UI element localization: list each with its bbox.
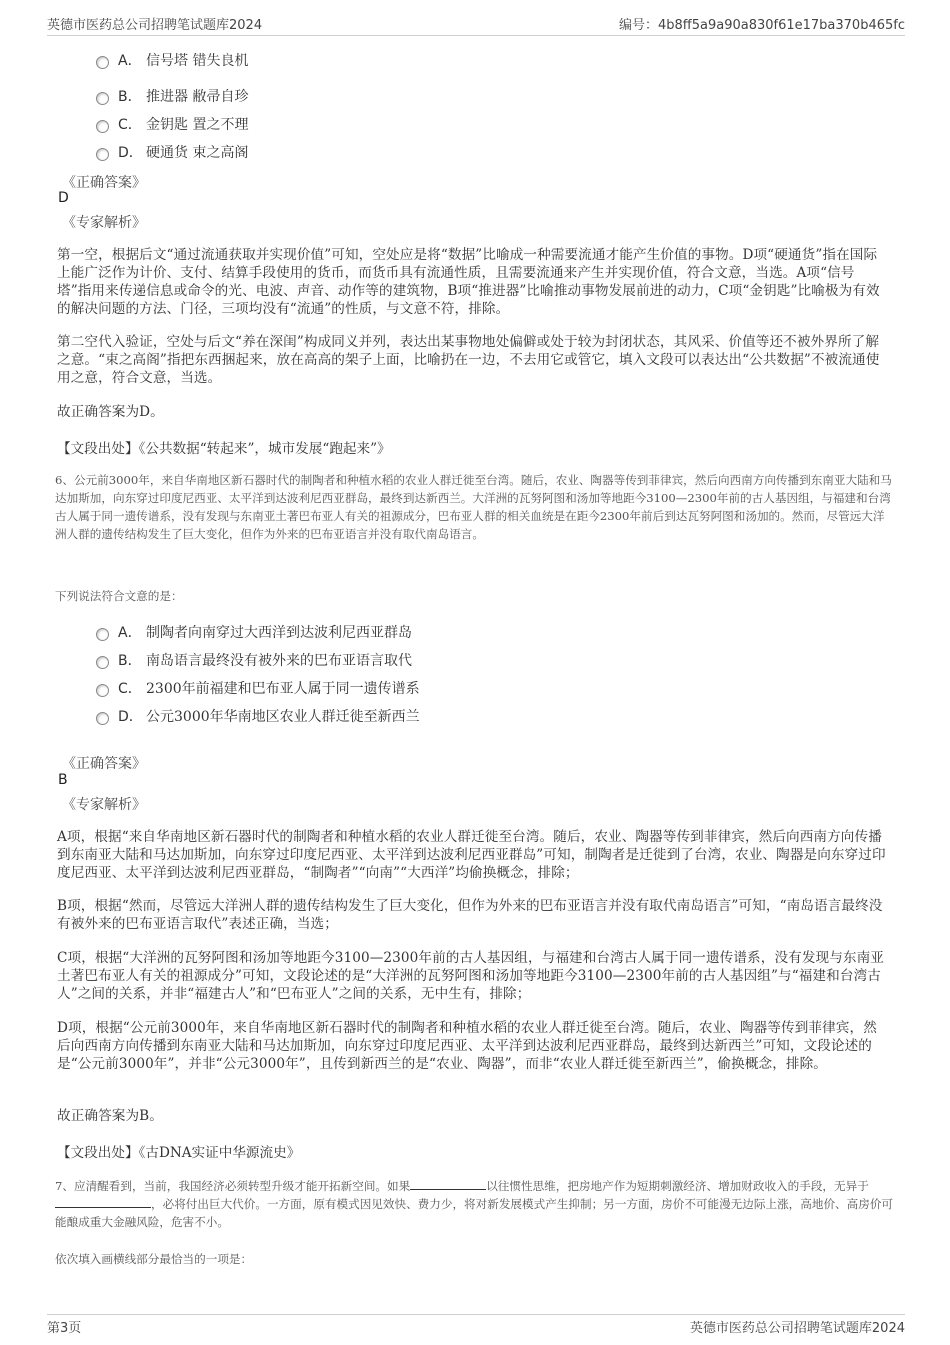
page-header bbox=[47, 14, 905, 36]
option-text: 推进器 敝帚自珍 bbox=[146, 89, 249, 105]
q5-analysis-label: 《专家解析》 bbox=[62, 215, 146, 231]
radio-icon[interactable] bbox=[96, 56, 109, 69]
page-footer bbox=[47, 1314, 905, 1336]
header-title: 英德市医药总公司招聘笔试题库2024 bbox=[47, 18, 263, 33]
radio-icon[interactable] bbox=[96, 684, 109, 697]
option-text: 制陶者向南穿过大西洋到达波利尼西亚群岛 bbox=[146, 625, 412, 641]
radio-icon[interactable] bbox=[96, 148, 109, 161]
option-text: 公元3000年华南地区农业人群迁徙至新西兰 bbox=[146, 709, 420, 725]
q6-analysis-conclusion: 故正确答案为B。 bbox=[57, 1108, 163, 1124]
q6-option-d[interactable]: D． 公元3000年华南地区农业人群迁徙至新西兰 bbox=[96, 706, 420, 726]
radio-icon[interactable] bbox=[96, 656, 109, 669]
q6-analysis-option-c: C项，根据“大洋洲的瓦努阿图和汤加等地距今3100—2300年前的古人基因组，与福建和台湾古人属于同一遗传谱系，没有发现与东南亚土著巴布亚人有关的祖源成分”可知，文段论述的是“大洋洲的瓦努阿图和汤加等地距今3100—2300年前的古人基因组”与“福建和台湾古人”之间的关系，并非“福建古人”和“巴布亚人”之间的关系，无中生有，排除； bbox=[57, 950, 884, 1002]
radio-icon[interactable] bbox=[96, 712, 109, 725]
option-text: 硬通货 束之高阁 bbox=[146, 145, 249, 161]
q5-option-b[interactable]: B． 推进器 敝帚自珍 bbox=[96, 86, 248, 106]
option-text: 信号塔 错失良机 bbox=[146, 53, 249, 69]
q5-analysis-conclusion: 故正确答案为D。 bbox=[57, 404, 164, 420]
fill-blank-1[interactable] bbox=[410, 1178, 486, 1190]
q6-analysis-option-d: D项，根据“公元前3000年，来自华南地区新石器时代的制陶者和种植水稻的农业人群迁徙至台湾。随后，农业、陶器等传到菲律宾，然后向西南方向传播到东南亚大陆和马达加斯加，向东穿过印度尼西亚、太平洋到达波利尼西亚群岛，最终到达新西兰”可知，文段论述的是“公元前3000年”，并非“公元3000年”，且传到新西兰的是“农业、陶器”，而非“农业人群迁徙至新西兰”，偷换概念，排除。 bbox=[57, 1020, 877, 1072]
q6-answer-label: 《正确答案》 bbox=[62, 756, 146, 772]
q6-analysis-option-a: A项，根据“来自华南地区新石器时代的制陶者和种植水稻的农业人群迁徙至台湾。随后，农业、陶器等传到菲律宾，然后向西南方向传播到东南亚大陆和马达加斯加，向东穿过印度尼西亚、太平洋到达波利尼西亚群岛”可知，制陶者是迁徙到了台湾，农业、陶器是向东穿过印度尼西亚、太平洋到达波利尼西亚群岛，“制陶者”“向南”“大西洋”均偷换概念，排除； bbox=[57, 829, 886, 881]
footer-title: 英德市医药总公司招聘笔试题库2024 bbox=[689, 1321, 905, 1336]
q6-source: 【文段出处】《古DNA实证中华源流史》 bbox=[57, 1145, 301, 1161]
q5-answer: D bbox=[58, 190, 69, 206]
q5-option-c[interactable]: C． 金钥匙 置之不理 bbox=[96, 114, 248, 134]
q5-source: 【文段出处】《公共数据“转起来”，城市发展“跑起来”》 bbox=[57, 441, 391, 457]
q6-stem: 6、公元前3000年，来自华南地区新石器时代的制陶者和种植水稻的农业人群迁徙至台湾。随后，农业、陶器等传到菲律宾，然后向西南方向传播到东南亚大陆和马达加斯加，向东穿过印度尼西亚、太平洋到达波利尼西亚群岛，最终到达新西兰。大洋洲的瓦努阿图和汤加等地距今3100—2300年前的古人基因组，与福建和台湾古人属于同一遗传谱系，没有发现与东南亚土著巴布亚人有关的祖源成分，巴布亚人群的相关血统是在距今2300年前后到达瓦努阿图和汤加的。然而，尽管远大洋洲人群的遗传结构发生了巨大变化，但作为外来的巴布亚语言并没有取代南岛语言。 bbox=[55, 473, 892, 541]
option-text: 金钥匙 置之不理 bbox=[146, 117, 249, 133]
q6-analysis-option-b: B项，根据“然而，尽管远大洋洲人群的遗传结构发生了巨大变化，但作为外来的巴布亚语言并没有取代南岛语言”可知，“南岛语言最终没有被外来的巴布亚语言取代”表述正确，当选； bbox=[57, 898, 883, 932]
q6-option-b[interactable]: B． 南岛语言最终没有被外来的巴布亚语言取代 bbox=[96, 650, 412, 670]
q6-analysis-label: 《专家解析》 bbox=[62, 797, 146, 813]
radio-icon[interactable] bbox=[96, 92, 109, 105]
footer-page-number: 第3页 bbox=[47, 1321, 82, 1336]
q5-option-d[interactable]: D． 硬通货 束之高阁 bbox=[96, 142, 248, 162]
option-text: 2300年前福建和巴布亚人属于同一遗传谱系 bbox=[146, 681, 420, 697]
q5-option-a[interactable]: A． 信号塔 错失良机 bbox=[96, 50, 248, 70]
radio-icon[interactable] bbox=[96, 120, 109, 133]
fill-blank-2[interactable] bbox=[55, 1196, 151, 1208]
header-code: 编号：4b8ff5a9a90a830f61e17ba370b465fc bbox=[618, 18, 905, 33]
q7-stem: 7、应清醒看到，当前，我国经济必须转型升级才能开拓新空间。如果 以往惯性思维，把房地产作为短期刺激经济、增加财政收入的手段，无异于，必将付出巨大代价。一方面，原有模式因见效快、费力少，将对新发展模式产生抑制；另一方面，房价不可能漫无边际上涨，高地价、高房价可能酿成重大金融风险，危害不小。 bbox=[55, 1179, 894, 1229]
q5-answer-label: 《正确答案》 bbox=[62, 175, 146, 191]
q7-prompt: 依次填入画横线部分最恰当的一项是： bbox=[55, 1252, 253, 1266]
q6-option-a[interactable]: A． 制陶者向南穿过大西洋到达波利尼西亚群岛 bbox=[96, 622, 412, 642]
q5-analysis-para-1: 第一空，根据后文“通过流通获取并实现价值”可知，空处应是将“数据”比喻成一种需要流通才能产生价值的事物。D项“硬通货”指在国际上能广泛作为计价、支付、结算手段使用的货币，而货币具有流通性质，且需要流通来产生并实现价值，符合文意，当选。A项“信号塔”指用来传递信息或命令的光、电波、声音、动作等的建筑物，B项“推进器”比喻推动事物发展前进的动力，C项“金钥匙”比喻极为有效的解决问题的方法、门径，三项均没有“流通”的性质，与文意不符，排除。 bbox=[57, 247, 880, 317]
q5-analysis-para-2: 第二空代入验证，空处与后文“养在深闺”构成同义并列，表达出某事物地处偏僻或处于较为封闭状态，其风采、价值等还不被外界所了解之意。“束之高阁”指把东西捆起来，放在高高的架子上面，比喻扔在一边，不去用它或管它，填入文段可以表达出“公共数据”不被流通使用之意，符合文意，当选。 bbox=[57, 334, 880, 386]
q6-option-c[interactable]: C． 2300年前福建和巴布亚人属于同一遗传谱系 bbox=[96, 678, 420, 698]
q6-answer: B bbox=[58, 772, 68, 788]
radio-icon[interactable] bbox=[96, 628, 109, 641]
q6-prompt: 下列说法符合文意的是： bbox=[55, 589, 183, 603]
option-text: 南岛语言最终没有被外来的巴布亚语言取代 bbox=[146, 653, 412, 669]
